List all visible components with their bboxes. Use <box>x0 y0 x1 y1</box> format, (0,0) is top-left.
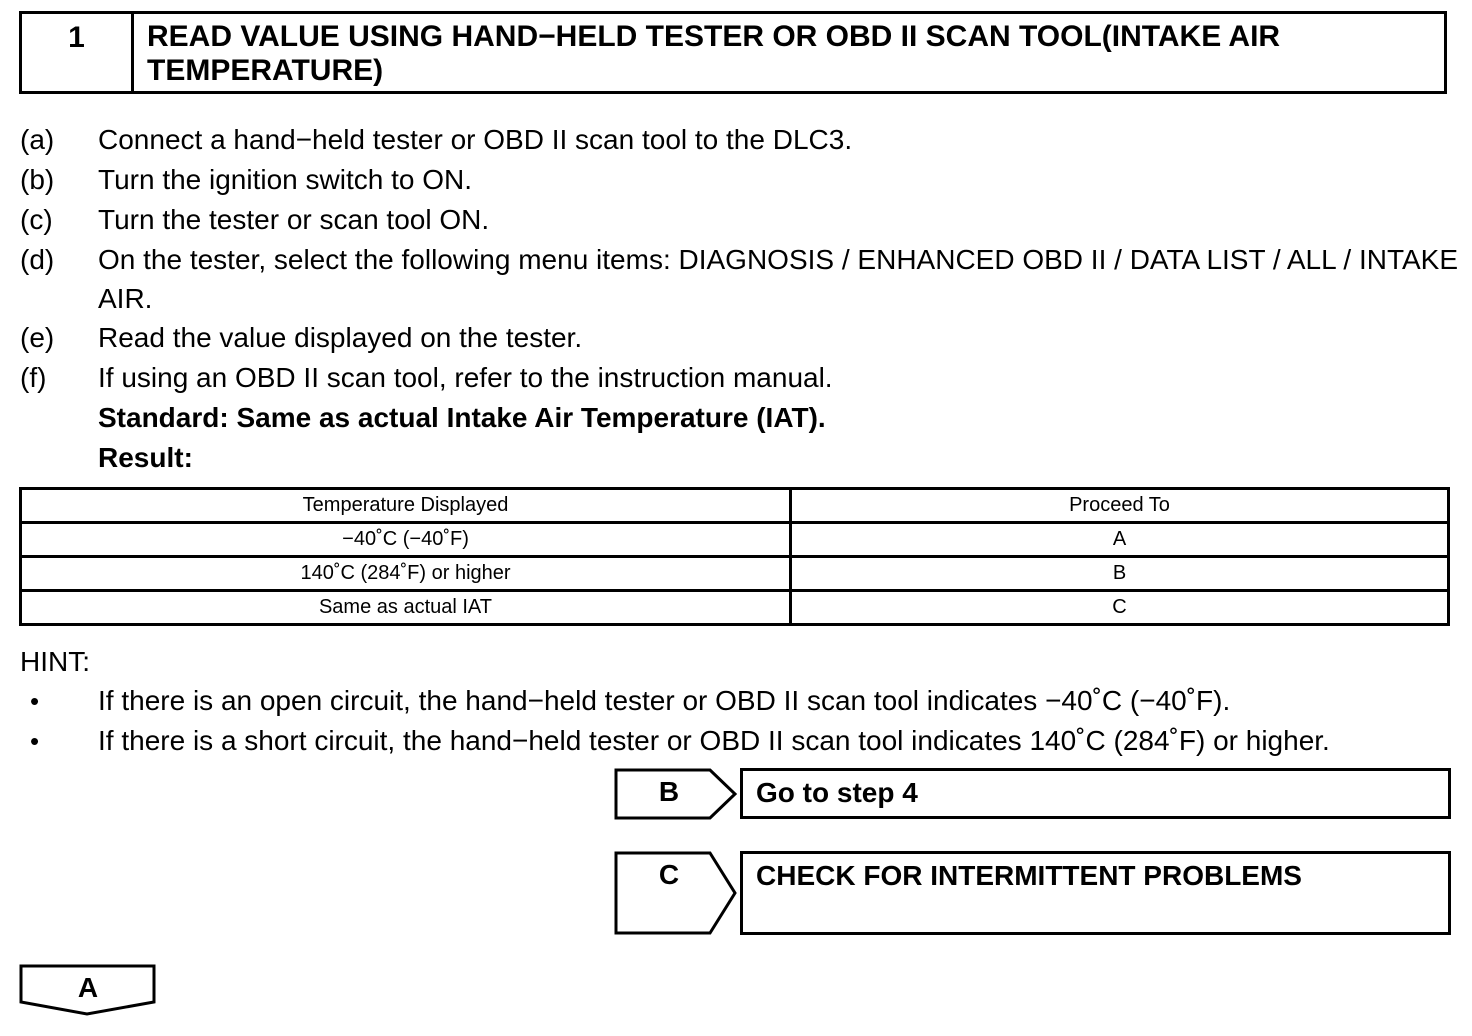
instruction-text: Turn the tester or scan tool ON. <box>98 204 490 235</box>
instruction-marker: (f) <box>20 362 47 393</box>
instruction-marker: (c) <box>20 204 53 235</box>
instruction-text: Read the value displayed on the tester. <box>98 322 583 353</box>
table-cell: A <box>791 523 1449 557</box>
result-label: Result: <box>98 442 193 473</box>
table-cell: B <box>791 557 1449 591</box>
instruction-text: Turn the ignition switch to ON. <box>98 164 473 195</box>
hint-label: HINT: <box>20 646 90 677</box>
table-header-row <box>21 489 1449 523</box>
branch-letter: C <box>658 859 680 890</box>
instruction-item <box>20 200 1460 240</box>
step-title: READ VALUE USING HAND−HELD TESTER OR OBD II SCAN TOOL(INTAKE AIR TEMPERATURE) <box>147 20 1281 87</box>
instruction-text: If using an OBD II scan tool, refer to the instruction manual. <box>98 362 833 393</box>
continue-a-arrow <box>19 964 157 1016</box>
branch-b-arrow <box>614 768 738 820</box>
hint-item <box>20 681 1465 721</box>
column-header-proceed: Proceed To <box>791 489 1449 523</box>
continue-letter: A <box>77 972 99 1003</box>
table-cell: C <box>791 591 1449 625</box>
hint-list <box>20 681 1465 761</box>
instruction-item <box>20 318 1460 358</box>
instruction-item <box>20 358 1460 398</box>
hint-text: If there is an open circuit, the hand−held tester or OBD II scan tool indicates −40˚C (−40˚F). <box>98 685 1231 716</box>
branch-b-destination: Go to step 4 <box>740 768 1451 819</box>
table-row <box>21 591 1449 625</box>
table-row <box>21 557 1449 591</box>
instruction-text: On the tester, select the following menu items: DIAGNOSIS / ENHANCED OBD II / DATA LIST / ALL / INTAKE AIR. <box>98 244 1459 314</box>
hint-text: If there is a short circuit, the hand−held tester or OBD II scan tool indicates 140˚C (284˚F) or higher. <box>98 725 1330 756</box>
step-number: 1 <box>22 14 134 91</box>
bullet-icon: • <box>30 686 40 716</box>
branch-letter: B <box>658 776 680 807</box>
instruction-marker: (e) <box>20 322 55 353</box>
table-cell: Same as actual IAT <box>21 591 791 625</box>
hint-item <box>20 721 1465 761</box>
instruction-text: Connect a hand−held tester or OBD II scan tool to the DLC3. <box>98 124 853 155</box>
result-table <box>19 487 1450 626</box>
instruction-item <box>20 240 1460 318</box>
step-header <box>19 11 1447 94</box>
column-header-temperature: Temperature Displayed <box>21 489 791 523</box>
branch-c-arrow <box>614 851 738 935</box>
branch-c-destination: CHECK FOR INTERMITTENT PROBLEMS <box>740 851 1451 935</box>
table-row <box>21 523 1449 557</box>
instruction-marker: (a) <box>20 124 55 155</box>
instruction-marker: (b) <box>20 164 55 195</box>
table-cell: −40˚C (−40˚F) <box>21 523 791 557</box>
table-cell: 140˚C (284˚F) or higher <box>21 557 791 591</box>
instruction-item <box>20 120 1460 160</box>
instruction-item <box>20 160 1460 200</box>
instruction-marker: (d) <box>20 244 55 275</box>
standard-spec: Standard: Same as actual Intake Air Temperature (IAT). <box>98 402 826 433</box>
bullet-icon: • <box>30 726 40 756</box>
instruction-list <box>20 120 1460 478</box>
